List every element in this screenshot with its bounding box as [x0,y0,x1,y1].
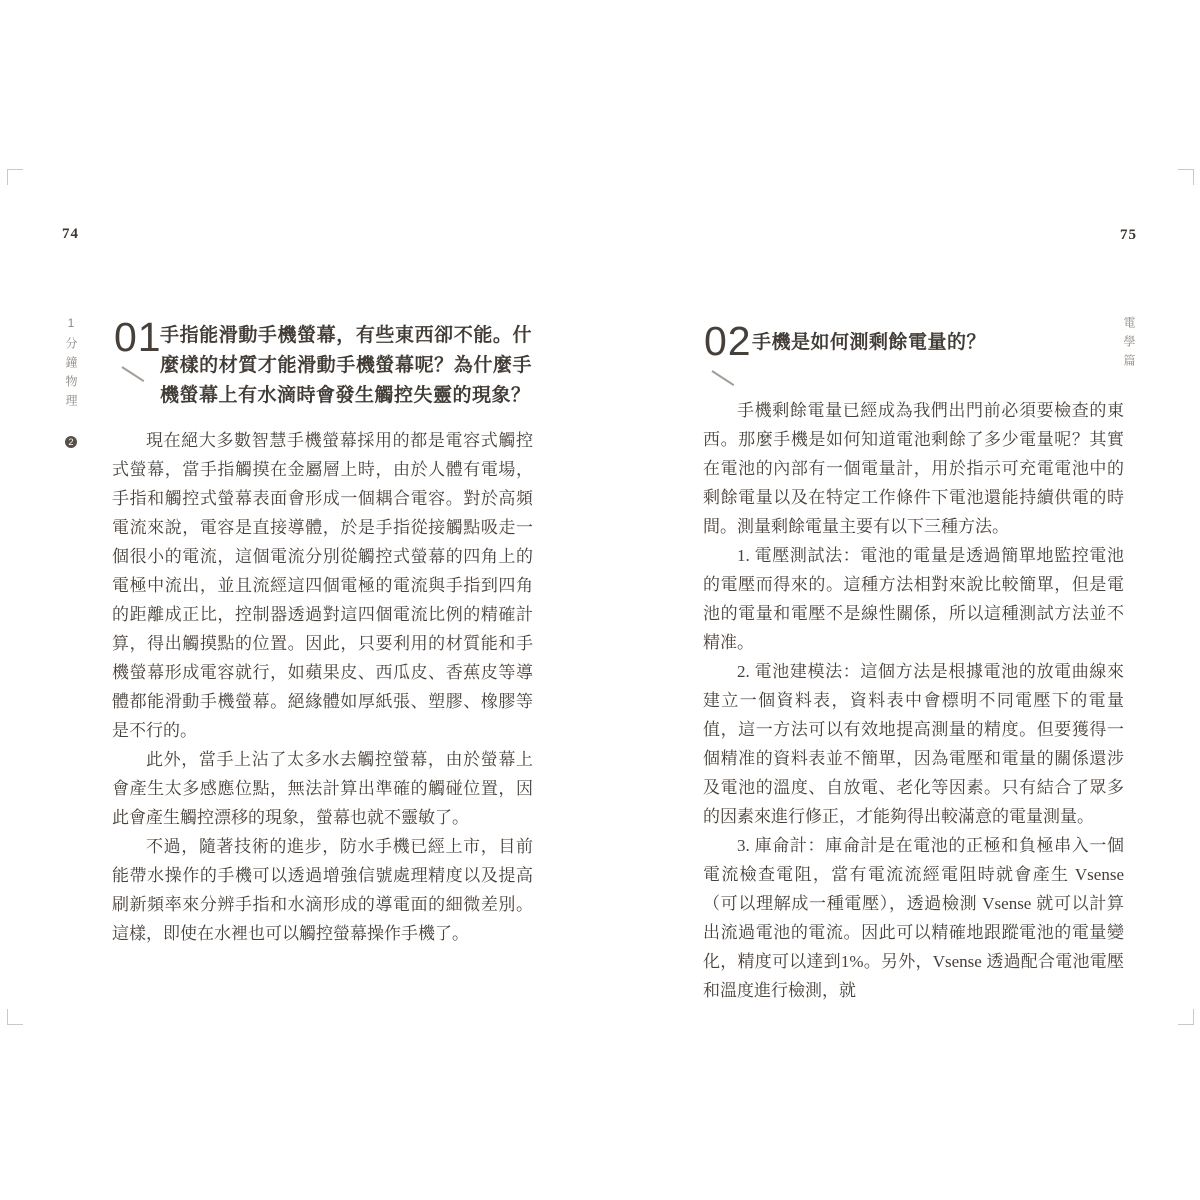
body-paragraph: 此外，當手上沾了太多水去觸控螢幕，由於螢幕上會產生太多感應位點，無法計算出準確的觸碰位置，因此會產生觸控漂移的現象，螢幕也就不靈敏了。 [112,750,533,827]
page-number-right: 75 [1120,227,1137,243]
body-paragraph: 現在絕大多數智慧手機螢幕採用的都是電容式觸控式螢幕，當手指觸摸在金屬層上時，由於人體有電場，手指和觸控式螢幕表面會形成一個耦合電容。對於高頻電流來說，電容是直接導體，於是手指從接觸點吸走一個很小的電流，這個電流分別從觸控式螢幕的四角上的電極中流出，並且流經這四個電極的電流與手指到四角的距離成正比，控制器透過對這四個電流比例的精確計算，得出觸摸點的位置。因此，只要利用的材質能和手機螢幕形成電容就行，如蘋果皮、西瓜皮、香蕉皮等導體都能滑動手機螢幕。絕緣體如厚紙張、塑膠、橡膠等是不行的。 [112,431,533,740]
series-title-vertical [63,316,80,448]
section-number-01: 01 [114,314,162,360]
series-volume-badge: 2 [65,436,77,448]
crop-mark-bottom-left [7,1009,23,1025]
section-01-heading: 手指能滑動手機螢幕，有些東西卻不能。什麼樣的材質才能滑動手機螢幕呢？為什麼手機螢幕上有水滴時會發生觸控失靈的現象？ [160,325,532,406]
section-number-02: 02 [704,318,752,364]
section-02-heading: 手機是如何測剩餘電量的？ [752,332,987,353]
body-paragraph: 2. 電池建模法：這個方法是根據電池的放電曲線來建立一個資料表，資料表中會標明不同電壓下的電量值，這一方法可以有效地提高測量的精度。但要獲得一個精准的資料表並不簡單，因為電壓和電量的關係還涉及電池的溫度、自放電、老化等因素。只有結合了眾多的因素來進行修正，才能夠得出較滿意的電量測量。 [703,662,1124,826]
right-page-body-text [703,396,1124,1005]
page-number-left: 74 [62,226,79,242]
body-paragraph: 不過，隨著技術的進步，防水手機已經上市，目前能帶水操作的手機可以透過增強信號處理精度以及提高刷新頻率來分辨手指和水滴形成的導電面的細微差別。這樣，即使在水裡也可以觸控螢幕操作手機了。 [112,837,533,943]
crop-mark-top-left [7,169,23,185]
section-slash-decoration [121,366,144,382]
series-title-text: 1分鐘物理 [64,316,78,413]
body-paragraph: 3. 庫侖計：庫侖計是在電池的正極和負極串入一個電流檢查電阻，當有電流流經電阻時就會產生 Vsense（可以理解成一種電壓），透過檢測 Vsense 就可以計算出流過電池的電流。因此可以精確地跟蹤電池的電量變化，精度可以達到1%。另外，Vsense 透過配合電池電壓和溫度進行檢測，就 [703,836,1124,1000]
body-paragraph: 手機剩餘電量已經成為我們出門前必須要檢查的東西。那麼手機是如何知道電池剩餘了多少電量呢？其實在電池的內部有一個電量計，用於指示可充電電池中的剩餘電量以及在特定工作條件下電池還能持續供電的時間。測量剩餘電量主要有以下三種方法。 [703,401,1124,536]
crop-mark-top-right [1178,169,1194,185]
crop-mark-bottom-right [1178,1009,1194,1025]
left-page-body-text [112,426,533,948]
body-paragraph: 1. 電壓測試法：電池的電量是透過簡單地監控電池的電壓而得來的。這種方法相對來說比較簡單，但是電池的電量和電壓不是線性關係，所以這種測試方法並不精准。 [703,546,1124,652]
section-slash-decoration [711,370,734,386]
chapter-label-text: 電學篇 [1122,316,1136,373]
